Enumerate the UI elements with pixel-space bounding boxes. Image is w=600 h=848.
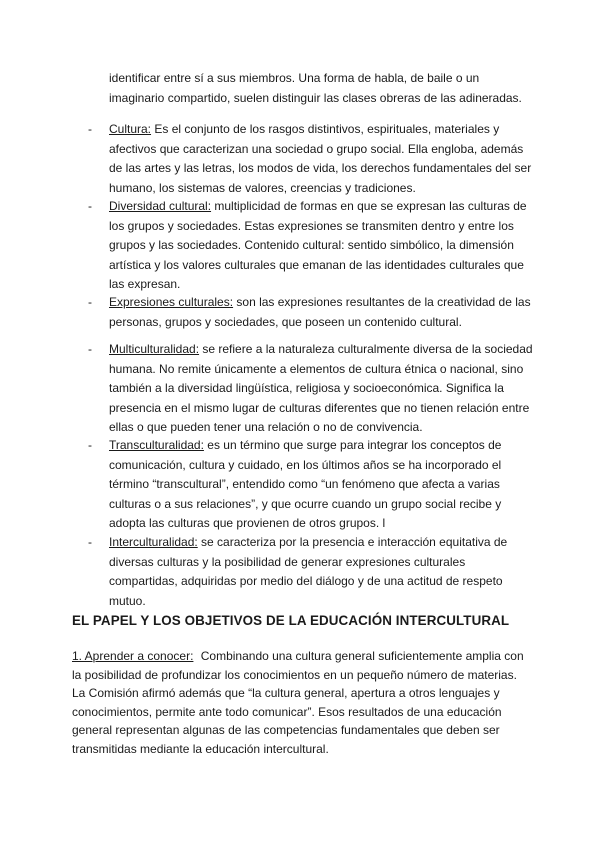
definition-body	[109, 533, 533, 611]
definition-term: Multiculturalidad:	[109, 342, 200, 356]
definition-term: Transculturalidad:	[109, 438, 204, 452]
bullet-dash: -	[88, 295, 92, 309]
section-text: Combinando una cultura general suficientemente amplia con la posibilidad de profundizar los conocimientos en un pequeño número de materias. La Comisión afirmó además que “la cultura general, apertura a otros lenguajes y conocimientos, permite ante todo comunicar”. Esos resultados de una educación general representan algunas de las competencias fundamentales que deben ser transmitidas mediante la educación intercultural.	[72, 649, 524, 756]
definition-term: Cultura:	[109, 122, 152, 136]
definition-body	[109, 436, 533, 534]
definition-body	[109, 197, 533, 295]
definition-text: es un término que surge para integrar los conceptos de comunicación, cultura y cuidado, en los últimos años se ha incorporado el término “transcultural”, entendido como “un fenómeno que afecta a varias culturas o a sus relaciones”, y que ocurre cuando un grupo social recibe y adopta las culturas que provienen de otros grupos. l	[109, 438, 502, 530]
definition-interculturalidad	[88, 533, 533, 611]
bullet-dash: -	[88, 438, 92, 452]
bullet-dash: -	[88, 535, 92, 549]
definition-text: son las expresiones resultantes de la creatividad de las personas, grupos y sociedades, que poseen un contenido cultural.	[109, 295, 531, 329]
definition-expresiones-culturales	[88, 293, 533, 332]
intro-paragraph: identificar entre sí a sus miembros. Una forma de habla, de baile o un imaginario compartido, suelen distinguir las clases obreras de las adineradas.	[109, 71, 522, 105]
section-heading: EL PAPEL Y LOS OBJETIVOS DE LA EDUCACIÓN INTERCULTURAL	[72, 613, 510, 628]
definition-cultura	[88, 120, 533, 198]
definition-text: se caracteriza por la presencia e interacción equitativa de diversas culturas y la posibilidad de generar expresiones culturales compartidas, adquiridas por medio del diálogo y de una actitud de respeto mutuo.	[109, 535, 508, 608]
definition-term: Diversidad cultural:	[109, 199, 212, 213]
definition-text: se refiere a la naturaleza culturalmente diversa de la sociedad humana. No remite únicamente a elementos de cultura étnica o nacional, sino también a la diversidad lingüística, religiosa y socioeconómica. Significa la presencia en el mismo lugar de culturas diferentes que no tienen relación entre ellas o que pueden tener una relación o no de convivencia.	[109, 342, 533, 434]
bullet-dash: -	[88, 342, 92, 356]
definition-term: Interculturalidad:	[109, 535, 198, 549]
definition-multiculturalidad	[88, 340, 533, 438]
bullet-dash: -	[88, 122, 92, 136]
section-term: 1. Aprender a conocer:	[72, 649, 194, 663]
definition-text: multiplicidad de formas en que se expresan las culturas de los grupos y sociedades. Estas expresiones se transmiten dentro y entre los grupos y las sociedades. Contenido cultural: sentido simbólico, la dimensión artística y los valores culturales que emanan de las identidades culturales que las expresan.	[109, 199, 527, 291]
definition-body	[109, 340, 533, 438]
definition-diversidad-cultural	[88, 197, 533, 295]
section-paragraph	[72, 647, 532, 759]
definition-body	[109, 120, 533, 198]
definition-body	[109, 293, 533, 332]
definition-text: Es el conjunto de los rasgos distintivos, espirituales, materiales y afectivos que caracterizan una sociedad o grupo social. Ella engloba, además de las artes y las letras, los modos de vida, los derechos fundamentales del ser humano, los sistemas de valores, creencias y tradiciones.	[109, 122, 532, 195]
definition-term: Expresiones culturales:	[109, 295, 234, 309]
bullet-dash: -	[88, 199, 92, 213]
definition-transculturalidad	[88, 436, 533, 534]
